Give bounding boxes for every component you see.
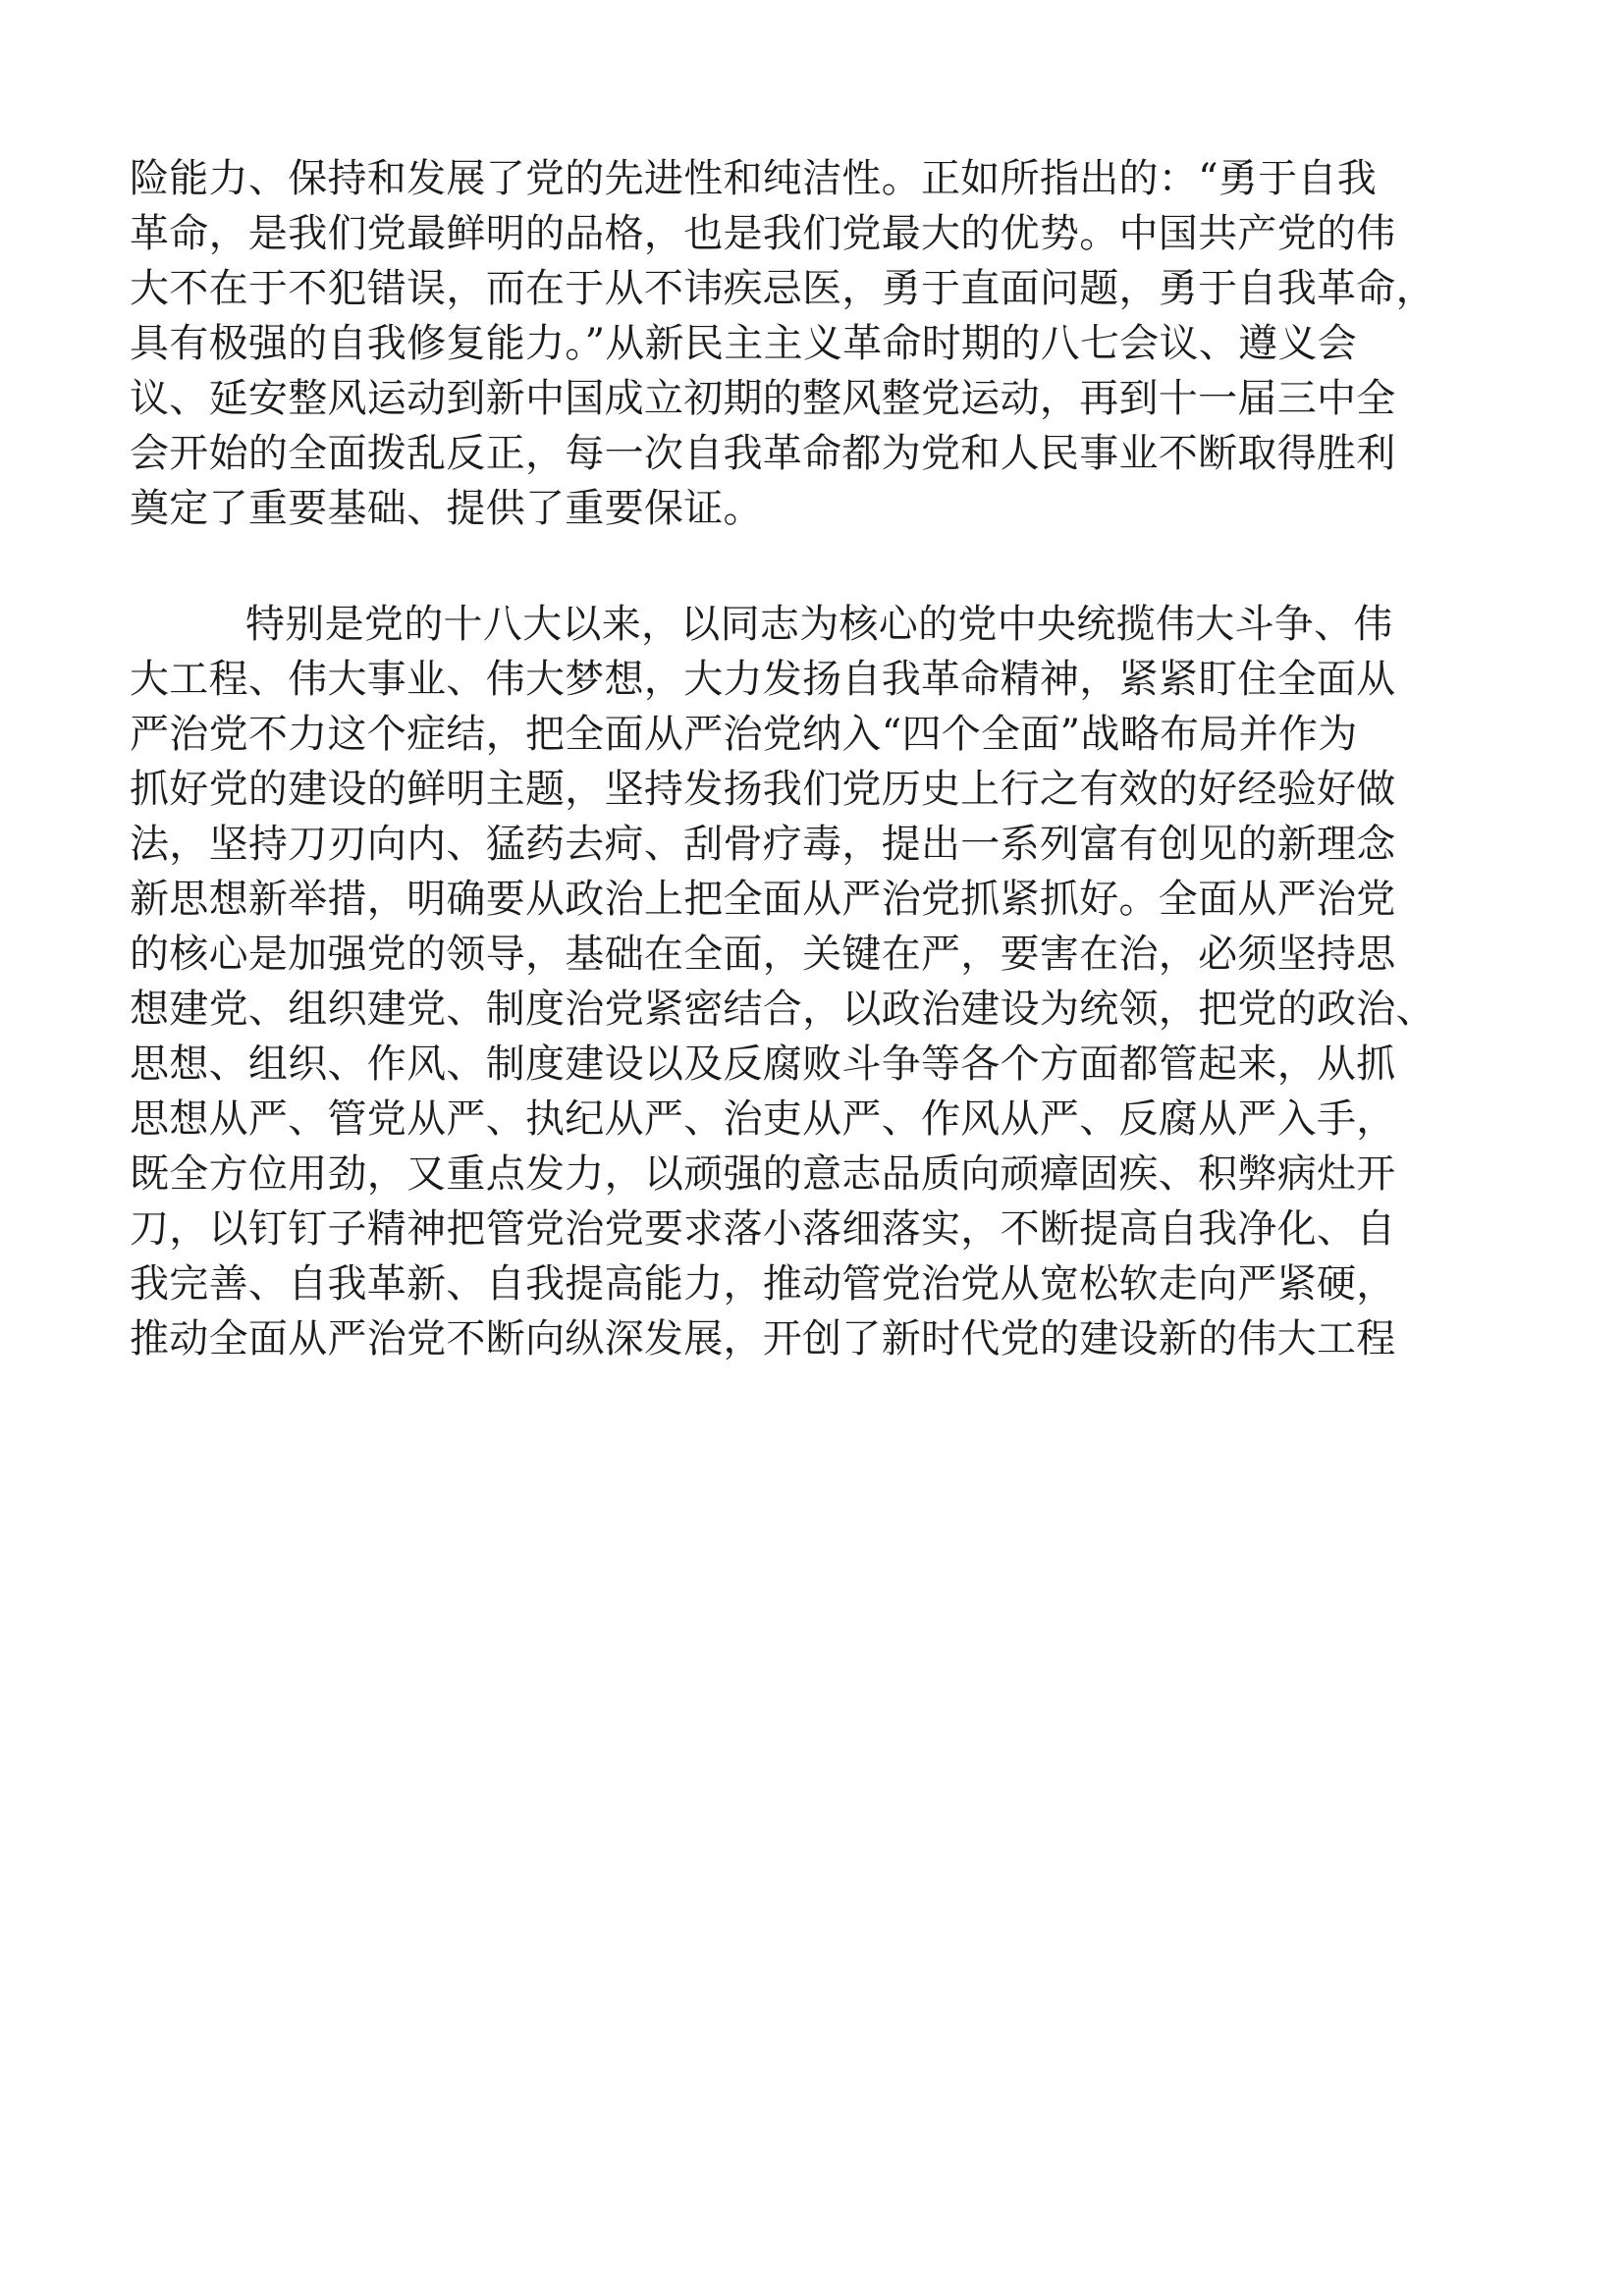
paragraph-2-line-1: 特别是党的十八大以来，以同志为核心的党中央统揽伟大斗争、伟 xyxy=(245,602,1393,647)
paragraph-1-line-4: 具有极强的自我修复能力。”从新民主主义革命时期的八七会议、遵义会 xyxy=(130,321,1358,366)
paragraph-2-line-11: 既全方位用劲，又重点发力，以顽强的意志品质向顽瘴固疾、积弊病灶开 xyxy=(130,1151,1396,1197)
paragraph-1-line-2: 革命，是我们党最鲜明的品格，也是我们党最大的优势。中国共产党的伟 xyxy=(130,211,1396,256)
paragraph-2-line-13: 我完善、自我革新、自我提高能力，推动管党治党从宽松软走向严紧硬， xyxy=(130,1261,1396,1307)
paragraph-2-line-12: 刀，以钉钉子精神把管党治党要求落小落细落实，不断提高自我净化、自 xyxy=(130,1206,1396,1252)
paragraph-2-line-7: 的核心是加强党的领导，基础在全面，关键在严，要害在治，必须坚持思 xyxy=(130,932,1396,977)
paragraph-2-line-5: 法，坚持刀刃向内、猛药去疴、刮骨疗毒，提出一系列富有创见的新理念 xyxy=(130,822,1396,867)
paragraph-2-line-2: 大工程、伟大事业、伟大梦想，大力发扬自我革命精神，紧紧盯住全面从 xyxy=(130,657,1396,702)
paragraph-1-line-3: 大不在于不犯错误，而在于从不讳疾忌医，勇于直面问题，勇于自我革命， xyxy=(130,266,1435,311)
paragraph-1-line-1: 险能力、保持和发展了党的先进性和纯洁性。正如所指出的：“勇于自我 xyxy=(130,156,1378,201)
paragraph-1-line-5: 议、延安整风运动到新中国成立初期的整风整党运动，再到十一届三中全 xyxy=(130,376,1396,421)
paragraph-2-line-10: 思想从严、管党从严、执纪从严、治吏从严、作风从严、反腐从严入手， xyxy=(130,1096,1396,1142)
paragraph-1-line-6: 会开始的全面拨乱反正，每一次自我革命都为党和人民事业不断取得胜利 xyxy=(130,431,1396,476)
paragraph-2-line-9: 思想、组织、作风、制度建设以及反腐败斗争等各个方面都管起来，从抓 xyxy=(130,1041,1396,1087)
paragraph-2-line-6: 新思想新举措，明确要从政治上把全面从严治党抓紧抓好。全面从严治党 xyxy=(130,877,1396,922)
paragraph-1-line-7: 奠定了重要基础、提供了重要保证。 xyxy=(130,486,763,531)
paragraph-2-line-4: 抓好党的建设的鲜明主题，坚持发扬我们党历史上行之有效的好经验好做 xyxy=(130,767,1396,812)
paragraph-2-line-8: 想建党、组织建党、制度治党紧密结合，以政治建设为统领，把党的政治、 xyxy=(130,987,1435,1032)
paragraph-2-line-3: 严治党不力这个症结，把全面从严治党纳入“四个全面”战略布局并作为 xyxy=(130,712,1358,757)
paragraph-2-line-14: 推动全面从严治党不断向纵深发展，开创了新时代党的建设新的伟大工程 xyxy=(130,1316,1396,1362)
